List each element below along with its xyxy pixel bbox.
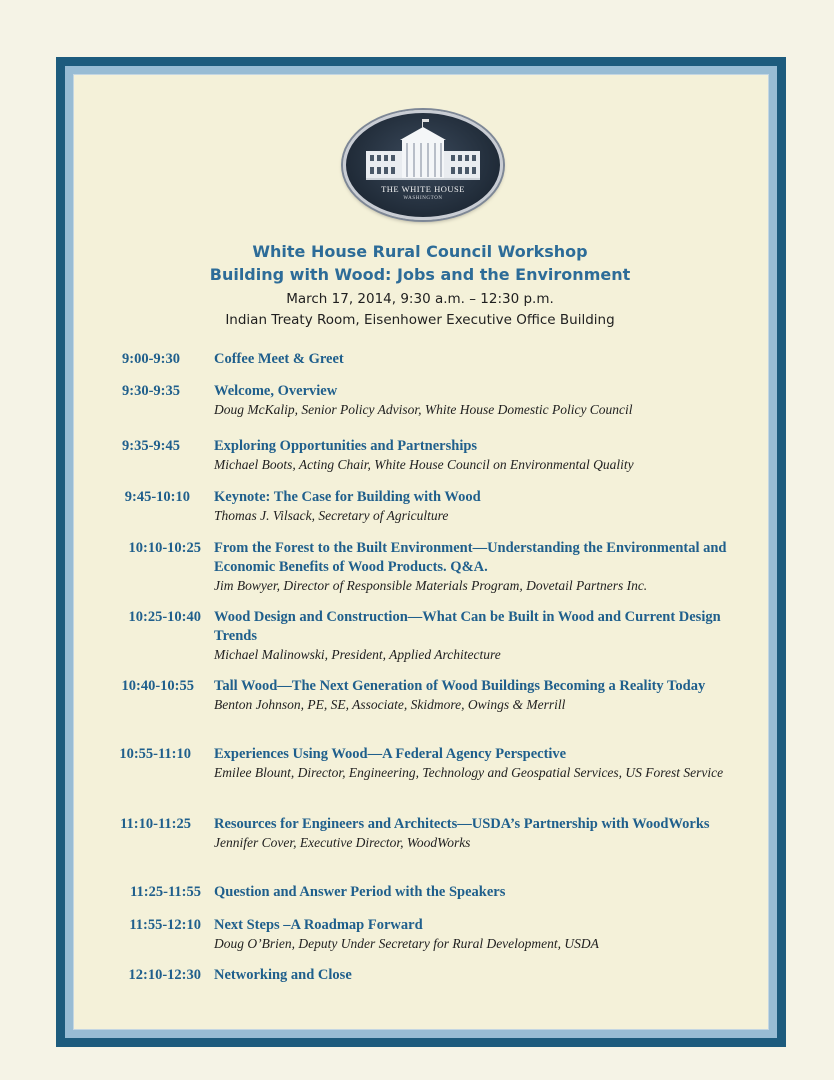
agenda-topic: From the Forest to the Built Environment—Understanding the Environmental and Economic Benefits of Wood Products. Q&A. xyxy=(214,540,727,575)
agenda-time: 10:55-11:10 xyxy=(119,746,191,762)
agenda-topic: Networking and Close xyxy=(214,967,352,983)
agenda-topic: Question and Answer Period with the Speakers xyxy=(214,884,506,900)
agenda-speaker: Michael Malinowski, President, Applied Architecture xyxy=(214,647,501,662)
agenda-speaker: Jennifer Cover, Executive Director, WoodWorks xyxy=(214,835,471,850)
agenda-speaker: Doug O’Brien, Deputy Under Secretary for Rural Development, USDA xyxy=(214,936,599,951)
agenda-speaker: Emilee Blount, Director, Engineering, Technology and Geospatial Services, US Forest Service xyxy=(214,765,724,780)
agenda-speaker: Thomas J. Vilsack, Secretary of Agriculture xyxy=(214,508,449,523)
event-date: March 17, 2014, 9:30 a.m. – 12:30 p.m. xyxy=(286,291,554,307)
agenda-time: 11:55-12:10 xyxy=(129,917,201,933)
agenda-topic: Resources for Engineers and Architects—USDA’s Partnership with WoodWorks xyxy=(214,816,710,832)
agenda-time: 10:40-10:55 xyxy=(121,678,194,694)
agenda-time: 11:10-11:25 xyxy=(120,816,191,832)
agenda-time: 10:25-10:40 xyxy=(128,609,201,625)
agenda-speaker: Michael Boots, Acting Chair, White House Council on Environmental Quality xyxy=(214,457,634,472)
agenda-time: 9:30-9:35 xyxy=(122,383,180,399)
event-location: Indian Treaty Room, Eisenhower Executive Office Building xyxy=(225,312,615,328)
agenda-time: 10:10-10:25 xyxy=(128,540,201,556)
agenda-topic: Experiences Using Wood—A Federal Agency Perspective xyxy=(214,746,567,762)
agenda-time: 9:00-9:30 xyxy=(122,351,180,367)
seal-subtitle: WASHINGTON xyxy=(403,196,443,201)
white-house-icon xyxy=(346,113,500,217)
agenda-topic: Welcome, Overview xyxy=(214,383,338,399)
agenda-topic: Keynote: The Case for Building with Wood xyxy=(214,489,481,505)
workshop-title: White House Rural Council Workshop xyxy=(252,242,588,261)
agenda-speaker: Doug McKalip, Senior Policy Advisor, White House Domestic Policy Council xyxy=(214,402,633,417)
agenda-topic: Tall Wood—The Next Generation of Wood Buildings Becoming a Reality Today xyxy=(214,678,706,694)
agenda-topic: Next Steps –A Roadmap Forward xyxy=(214,917,423,933)
agenda-topic: Exploring Opportunities and Partnerships xyxy=(214,438,478,454)
agenda-time: 9:35-9:45 xyxy=(122,438,180,454)
agenda-time: 12:10-12:30 xyxy=(128,967,201,983)
white-house-seal xyxy=(343,110,503,220)
agenda-time: 11:25-11:55 xyxy=(130,884,201,900)
agenda-topic: Coffee Meet & Greet xyxy=(214,351,344,367)
seal-title: THE WHITE HOUSE xyxy=(381,184,465,194)
agenda-time: 9:45-10:10 xyxy=(124,489,190,505)
agenda-speaker: Jim Bowyer, Director of Responsible Materials Program, Dovetail Partners Inc. xyxy=(214,578,648,593)
agenda-speaker: Benton Johnson, PE, SE, Associate, Skidmore, Owings & Merrill xyxy=(214,697,566,712)
agenda-topic: Wood Design and Construction—What Can be Built in Wood and Current Design Trends xyxy=(214,609,721,644)
workshop-subtitle: Building with Wood: Jobs and the Environment xyxy=(209,265,631,284)
